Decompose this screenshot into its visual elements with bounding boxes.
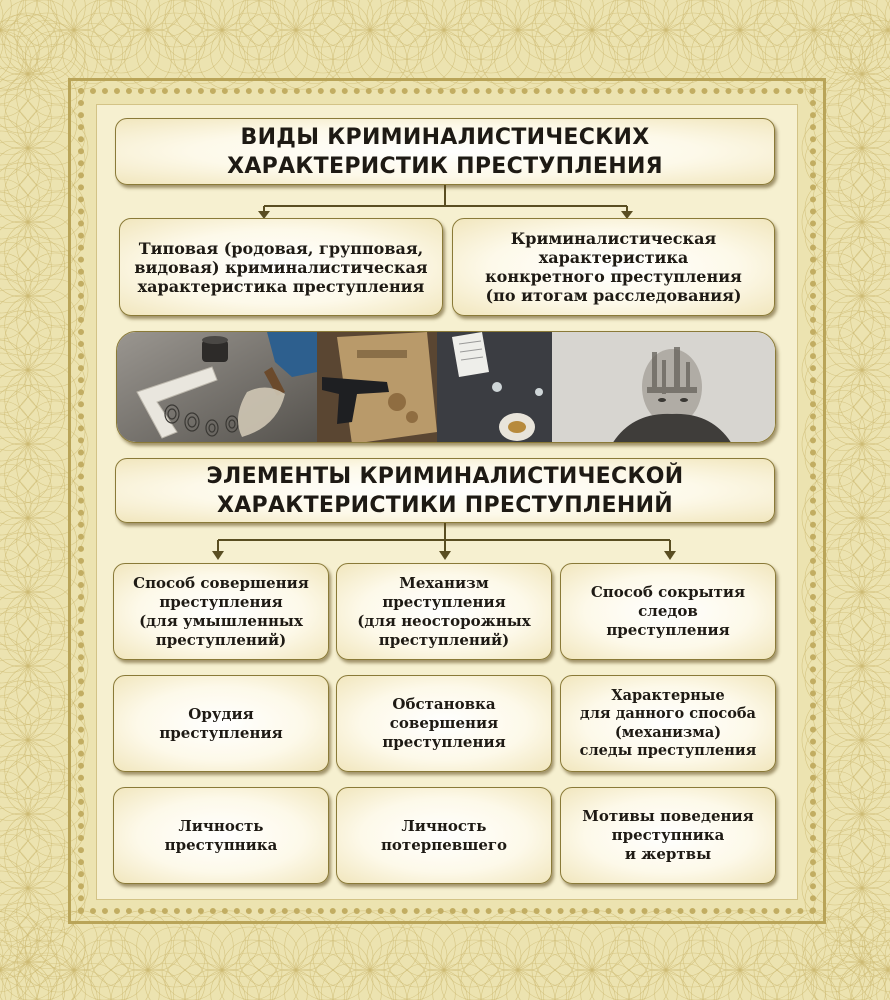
guilloche-loop: [5, 607, 65, 667]
guilloche-loop: [5, 369, 65, 429]
element-box-method: [113, 563, 329, 660]
guilloche-loop: [162, 940, 222, 1000]
type-line: (по итогам расследования): [485, 286, 742, 305]
guilloche-loop: [825, 517, 885, 577]
element-line: (для умышленных: [139, 611, 303, 630]
guilloche-loop: [148, 940, 208, 1000]
elements-title-line1: ЭЛЕМЕНТЫ КРИМИНАЛИСТИЧЕСКОЙ: [206, 463, 684, 489]
guilloche-loop: [458, 940, 518, 1000]
element-box-traces: [560, 675, 776, 772]
guilloche-loop: [825, 311, 885, 371]
guilloche-loop: [825, 739, 885, 799]
element-line: преступления: [159, 723, 283, 742]
element-line: и жертвы: [624, 845, 712, 863]
guilloche-loop: [444, 940, 504, 1000]
guilloche-loop: [5, 517, 65, 577]
guilloche-loop: [370, 940, 430, 1000]
guilloche-loop: [825, 147, 885, 207]
element-line: преступника: [164, 835, 278, 854]
guilloche-loop: [825, 813, 885, 873]
guilloche-loop: [825, 89, 885, 149]
type-box-specific: [452, 218, 775, 316]
guilloche-loop: [296, 940, 356, 1000]
type-line: Криминалистическая: [510, 229, 717, 248]
element-line: потерпевшего: [380, 835, 508, 854]
guilloche-loop: [14, 0, 74, 60]
type-line: Типовая (родовая, групповая,: [138, 238, 424, 258]
element-line: Орудия: [188, 704, 254, 723]
element-line: Характерные: [611, 686, 725, 704]
type-box-typical: [119, 218, 443, 316]
element-line: следов: [638, 602, 698, 620]
guilloche-loop: [88, 940, 148, 1000]
guilloche-loop: [5, 221, 65, 281]
types-title: [227, 123, 663, 181]
guilloche-loop: [532, 0, 592, 60]
guilloche-loop: [825, 665, 885, 725]
element-line: преступника: [611, 826, 725, 844]
guilloche-loop: [0, 0, 60, 60]
guilloche-loop: [592, 0, 652, 60]
guilloche-loop: [458, 0, 518, 60]
guilloche-loop: [740, 0, 800, 60]
guilloche-loop: [162, 0, 222, 60]
element-box-offender: [113, 787, 329, 884]
guilloche-loop: [825, 459, 885, 519]
guilloche-loop: [825, 607, 885, 667]
guilloche-loop: [825, 755, 885, 815]
elements-title: [207, 462, 684, 520]
guilloche-loop: [828, 0, 888, 60]
guilloche-loop: [5, 89, 65, 149]
element-box-concealment: [560, 563, 776, 660]
element-line: Личность: [401, 816, 487, 835]
element-line: Способ сокрытия: [590, 583, 746, 601]
guilloche-loop: [606, 0, 666, 60]
guilloche-loop: [384, 0, 444, 60]
guilloche-loop: [666, 0, 726, 60]
guilloche-loop: [5, 163, 65, 223]
element-box-mechanism: [336, 563, 552, 660]
guilloche-loop: [310, 940, 370, 1000]
guilloche-loop: [5, 147, 65, 207]
guilloche-loop: [825, 533, 885, 593]
guilloche-loop: [5, 459, 65, 519]
guilloche-loop: [825, 369, 885, 429]
guilloche-loop: [5, 237, 65, 297]
guilloche-loop: [5, 829, 65, 889]
guilloche-loop: [825, 163, 885, 223]
types-title-line2: ХАРАКТЕРИСТИК ПРЕСТУПЛЕНИЯ: [227, 153, 663, 179]
element-line: следы преступления: [579, 742, 757, 759]
element-line: совершения: [389, 714, 499, 732]
guilloche-loop: [740, 940, 800, 1000]
crime-scene-evidence-photo: [317, 332, 552, 443]
element-line: преступления: [159, 592, 283, 611]
types-title-box: [115, 118, 775, 185]
guilloche-loop: [296, 0, 356, 60]
element-line: преступлений): [155, 630, 287, 649]
guilloche-loop: [236, 0, 296, 60]
guilloche-loop: [754, 0, 814, 60]
guilloche-loop: [825, 591, 885, 651]
guilloche-loop: [74, 940, 134, 1000]
element-line: (механизма): [614, 723, 722, 741]
guilloche-loop: [5, 443, 65, 503]
guilloche-loop: [5, 739, 65, 799]
guilloche-loop: [148, 0, 208, 60]
guilloche-loop: [666, 940, 726, 1000]
guilloche-loop: [0, 13, 57, 73]
guilloche-loop: [310, 0, 370, 60]
guilloche-loop: [828, 940, 888, 1000]
guilloche-loop: [222, 940, 282, 1000]
element-line: Механизм: [399, 573, 489, 592]
guilloche-loop: [236, 940, 296, 1000]
photo-strip: [116, 331, 776, 443]
guilloche-loop: [680, 0, 740, 60]
guilloche-loop: [825, 237, 885, 297]
element-line: Обстановка: [392, 695, 496, 713]
element-line: преступления: [382, 592, 506, 611]
guilloche-loop: [592, 940, 652, 1000]
fingerprint-dusting-photo: [117, 332, 317, 443]
guilloche-loop: [518, 940, 578, 1000]
guilloche-loop: [5, 311, 65, 371]
element-line: преступлений): [378, 630, 510, 649]
guilloche-loop: [444, 0, 504, 60]
element-box-motives: [560, 787, 776, 884]
guilloche-loop: [680, 940, 740, 1000]
guilloche-loop: [532, 940, 592, 1000]
guilloche-loop: [384, 940, 444, 1000]
guilloche-loop: [222, 0, 282, 60]
guilloche-loop: [606, 940, 666, 1000]
guilloche-loop: [825, 385, 885, 445]
type-line: характеристика: [538, 248, 689, 267]
guilloche-loop: [5, 591, 65, 651]
element-line: для данного способа: [580, 705, 756, 722]
guilloche-loop: [5, 385, 65, 445]
element-line: Личность: [178, 816, 264, 835]
element-box-setting: [336, 675, 552, 772]
guilloche-loop: [5, 755, 65, 815]
element-box-tools: [113, 675, 329, 772]
element-line: преступления: [382, 733, 506, 751]
guilloche-loop: [88, 0, 148, 60]
type-line: конкретного преступления: [485, 267, 742, 286]
guilloche-loop: [5, 73, 65, 133]
guilloche-loop: [825, 295, 885, 355]
guilloche-loop: [0, 956, 39, 1000]
element-line: преступления: [606, 621, 730, 639]
guilloche-loop: [825, 829, 885, 889]
guilloche-loop: [5, 813, 65, 873]
guilloche-loop: [5, 681, 65, 741]
elements-title-line2: ХАРАКТЕРИСТИКИ ПРЕСТУПЛЕНИЙ: [216, 492, 674, 518]
element-line: (для неосторожных: [357, 611, 531, 630]
guilloche-loop: [370, 0, 430, 60]
elements-title-box: [115, 458, 775, 523]
types-title-line1: ВИДЫ КРИМИНАЛИСТИЧЕСКИХ: [240, 124, 650, 150]
guilloche-loop: [825, 443, 885, 503]
guilloche-loop: [825, 681, 885, 741]
suspect-double-exposure-photo: [552, 332, 776, 443]
type-line: видовая) криминалистическая: [134, 257, 428, 277]
guilloche-loop: [518, 0, 578, 60]
element-line: Мотивы поведения: [582, 807, 754, 825]
guilloche-loop: [5, 665, 65, 725]
guilloche-loop: [5, 295, 65, 355]
guilloche-loop: [825, 73, 885, 133]
element-box-victim: [336, 787, 552, 884]
guilloche-loop: [5, 533, 65, 593]
element-line: Способ совершения: [133, 573, 309, 592]
type-line: характеристика преступления: [137, 276, 425, 296]
guilloche-loop: [825, 221, 885, 281]
